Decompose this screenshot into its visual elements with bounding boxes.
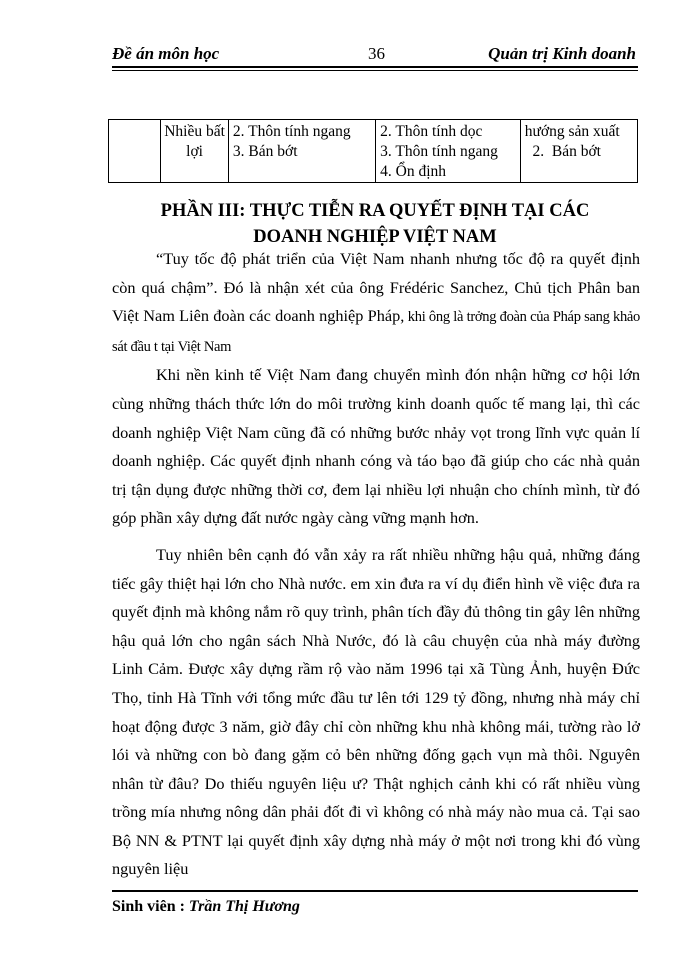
table-cell-text: hướng sản xuất — [524, 123, 620, 140]
table-cell-options — [376, 120, 521, 183]
table-cell-text: 2. Thôn tính dọc — [380, 123, 483, 140]
table-cell-empty — [109, 120, 161, 183]
header-rule-thin — [112, 70, 638, 71]
student-name: Trần Thị Hương — [188, 898, 300, 915]
page-footer — [112, 898, 300, 916]
paragraph: Tuy nhiên bên cạnh đó vẫn xảy ra rất nhiều những hậu quả, những đáng tiếc gây thiệt hại lớn cho Nhà nước. em xin đưa ra ví dụ điển hình về việc đưa ra quyết định mà không nắm rõ quy trình, phân tích đầy đủ thông tin gây lên những hậu quả lớn cho ngân sách Nhà Nước, đó là câu chuyện của nhà máy đường Linh Cảm. Được xây dựng rầm rộ vào năm 1996 tại xã Tùng Ảnh, huyện Đức Thọ, tỉnh Hà Tĩnh với tổng mức đầu tư lên tới 129 tỷ đồng, nhưng nhà máy chỉ hoạt động được 3 năm, giờ đây chỉ còn những khu nhà không mái, tường rào lở lói và những con bò đang gặm cỏ bên những đống gạch vụn mà thôi. Nguyên nhân từ đâu? Do thiếu nguyên liệu ư? Thật nghịch cảnh khi có rất nhiều vùng trồng mía nhưng nông dân phải đốt đi vì không có nhà máy nào mua cả. Tại sao Bộ NN & PTNT lại quyết định xây dựng nhà máy ở một nơi trong khi đó vùng nguyên liệu — [112, 544, 640, 879]
footer-rule — [112, 890, 638, 892]
table-cell-text: Nhiều bất — [164, 123, 225, 140]
table-cell-options — [520, 120, 637, 183]
paragraph-text-small: khi ông là trởng đoàn của Pháp sang khảo sát đầu t tại Việt Nam — [112, 309, 641, 355]
paragraph-quote — [112, 245, 640, 361]
strategy-table-fragment — [108, 119, 638, 183]
table-cell-text: 2. Bán bớt — [524, 143, 601, 160]
section-heading-line1: PHẦN III: THỰC TIỄN RA QUYẾT ĐỊNH TẠI CÁC — [160, 201, 590, 221]
table-cell-text: 4. Ổn định — [380, 163, 447, 180]
section-heading — [110, 198, 640, 250]
table-cell-text: lợi — [186, 143, 203, 160]
header-rule-thick — [112, 66, 638, 68]
header-course-title: Đề án môn học — [112, 44, 220, 63]
paragraph: Khi nền kinh tế Việt Nam đang chuyển mình đón nhận hững cơ hội lớn cùng những thách thức lớn do môi trường kinh doanh quốc tế mang lại, thì các doanh nghiệp Việt Nam cũng đã có những bước nhảy vọt trong lĩnh vực quản lí doanh nghiệp. Các quyết định nhanh cóng và táo bạo đã giúp cho các nhà quản trị tận dụng được những thời cơ, đem lại nhiều lợi nhuận cho chính mình, từ đó góp phần xây dựng đất nước ngày càng vững mạnh hơn. — [112, 365, 640, 528]
table-cell-text: 2. Thôn tính ngang — [232, 123, 351, 140]
table-cell-text: 3. Thôn tính ngang — [380, 143, 498, 160]
footer-label: Sinh viên : — [112, 898, 189, 915]
page-header — [112, 42, 636, 68]
table-cell-text: 3. Bán bớt — [232, 143, 298, 160]
table-cell-assessment — [161, 120, 229, 183]
table-row — [109, 120, 638, 183]
table-cell-options — [228, 120, 375, 183]
page-number: 36 — [368, 44, 385, 63]
body-text — [112, 245, 640, 884]
header-subject: Quản trị Kinh doanh — [488, 44, 636, 63]
paragraph-text: “Tuy tốc độ phát triển của Việt Nam nhanh nhưng tốc độ ra quyết định còn quá chậm”. Đó là nhận xét của ông Frédéric Sanchez, Chủ tịch Phân ban Việt Nam Liên đoàn các doanh nghiệp Pháp, — [112, 249, 640, 326]
section-heading-line2: DOANH NGHIỆP VIỆT NAM — [253, 227, 497, 247]
